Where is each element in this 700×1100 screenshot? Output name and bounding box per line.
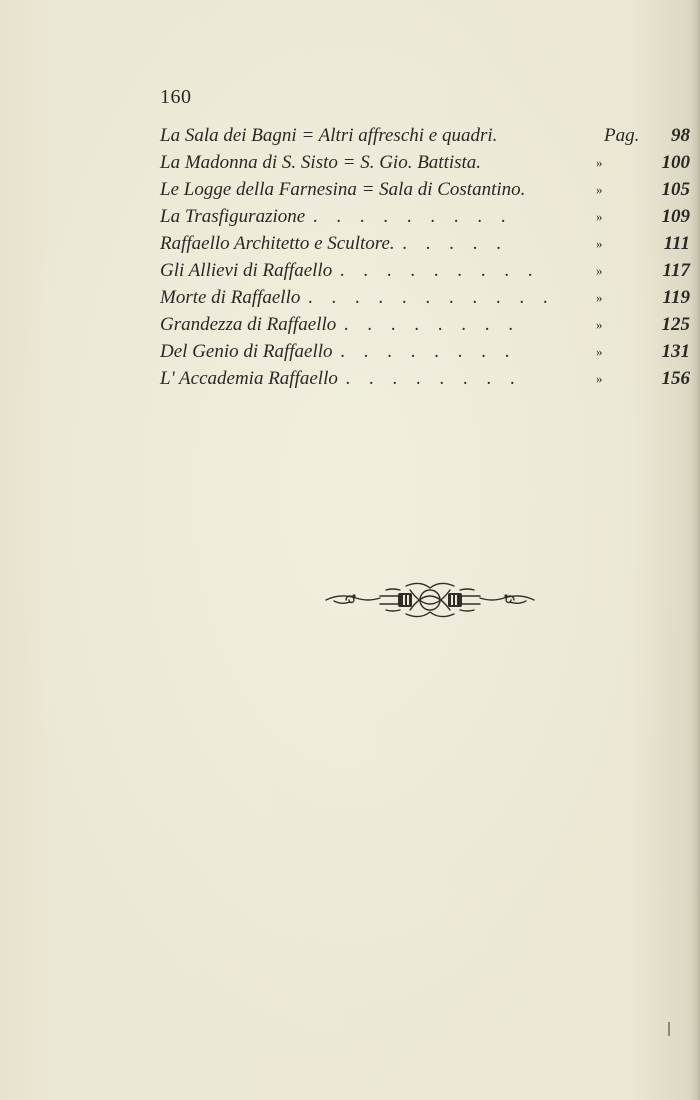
toc-entry-title xyxy=(160,284,555,311)
toc-entry xyxy=(160,122,690,149)
toc-entry-title-text: La Madonna di S. Sisto = S. Gio. Battista. xyxy=(160,152,482,173)
toc-entry xyxy=(160,284,690,311)
toc-entry-ditto-mark: » xyxy=(596,155,603,170)
toc-entry-title xyxy=(160,203,513,230)
toc-entry-page-number: 117 xyxy=(662,260,690,281)
toc-entry-page-number: 131 xyxy=(661,341,690,362)
toc-entry-title-text: Grandezza di Raffaello xyxy=(160,314,337,335)
toc-entry-title xyxy=(160,338,517,365)
toc-entry xyxy=(160,230,690,257)
toc-entry-ditto-mark: » xyxy=(596,317,603,332)
toc-entry-page-number: 100 xyxy=(661,152,690,173)
toc-entry-page-number: 98 xyxy=(671,125,690,146)
page-edge-shadow xyxy=(690,0,700,1100)
toc-entry xyxy=(160,311,690,338)
toc-entry-title xyxy=(160,230,508,257)
toc-entry-title-text: La Trasfigurazione xyxy=(160,206,306,227)
toc-entry-title xyxy=(160,176,533,203)
toc-entry-page-number: 109 xyxy=(661,206,690,227)
table-of-contents xyxy=(160,122,690,392)
margin-mark xyxy=(668,1022,670,1036)
toc-entry-leader-dots: . . . . . . . . xyxy=(340,341,517,362)
toc-entry-title-text: Gli Allievi di Raffaello xyxy=(160,260,333,281)
toc-entry-ditto-mark: » xyxy=(596,290,603,305)
toc-entry-title-text: La Sala dei Bagni = Altri affreschi e quadri. xyxy=(160,125,498,146)
toc-entry-title-text: Morte di Raffaello xyxy=(160,287,301,308)
toc-entry-page-number: 119 xyxy=(662,287,690,308)
toc-entry-page-number: 105 xyxy=(661,179,690,200)
toc-entry-title-text: Le Logge della Farnesina = Sala di Costantino. xyxy=(160,179,526,200)
toc-entry-title xyxy=(160,149,489,176)
toc-entry-ditto-mark: » xyxy=(596,209,603,224)
toc-entry-ditto-mark: » xyxy=(596,182,603,197)
toc-entry-leader-dots: . . . . . . . . . xyxy=(340,260,540,281)
toc-entry-title-text: Raffaello Architetto e Scultore. xyxy=(160,233,395,254)
toc-entry-leader-dots: . . . . . . . . xyxy=(344,314,521,335)
toc-entry-ditto-mark: » xyxy=(596,236,603,251)
toc-entry-title xyxy=(160,257,540,284)
toc-entry-page-label: Pag. xyxy=(604,125,640,146)
toc-entry xyxy=(160,149,690,176)
toc-entry-page-number: 111 xyxy=(663,233,690,254)
toc-entry xyxy=(160,257,690,284)
toc-entry-leader-dots: . . . . . . . . . xyxy=(313,206,513,227)
toc-entry-leader-dots: . . . . . . . . . . . xyxy=(308,287,556,308)
toc-entry-title-text: L' Accademia Raffaello xyxy=(160,368,338,389)
toc-entry-title xyxy=(160,365,522,392)
toc-entry xyxy=(160,203,690,230)
toc-entry xyxy=(160,176,690,203)
toc-entry-ditto-mark: » xyxy=(596,344,603,359)
toc-entry-leader-dots: . . . . . . . . xyxy=(345,368,523,389)
toc-entry xyxy=(160,338,690,365)
toc-entry-page-number: 125 xyxy=(661,314,690,335)
toc-entry-ditto-mark: » xyxy=(596,371,603,386)
tailpiece-ornament-icon xyxy=(320,578,540,622)
toc-entry-ditto-mark: » xyxy=(596,263,603,278)
toc-entry-title-text: Del Genio di Raffaello xyxy=(160,341,333,362)
toc-entry-title xyxy=(160,311,521,338)
toc-entry-page-number: 156 xyxy=(661,368,690,389)
toc-entry xyxy=(160,365,690,392)
toc-entry-title xyxy=(160,122,505,149)
toc-entry-leader-dots: . . . . . xyxy=(402,233,509,254)
page-number: 160 xyxy=(160,86,192,108)
